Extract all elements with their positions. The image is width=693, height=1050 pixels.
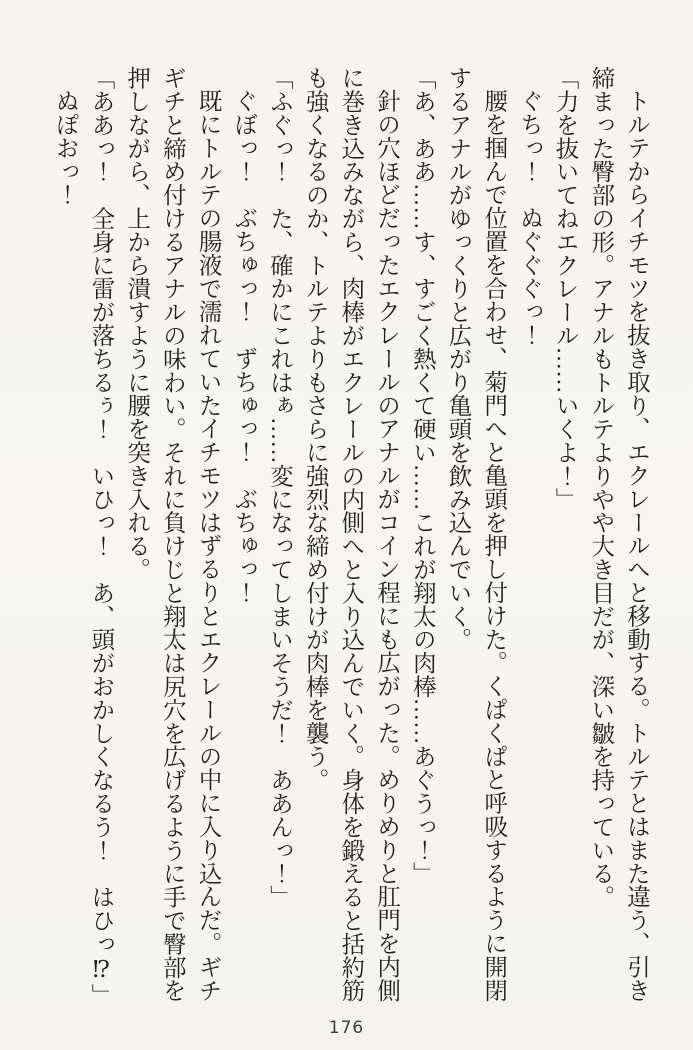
text-line: ギチと締め付けるアナルの味わい。それに負けじと翔太は尻穴を広げるように手で臀部を bbox=[158, 66, 185, 1002]
text-line: に巻き込みながら、肉棒がエクレールの内側へと入り込んでいく。身体を鍛えると括約筋 bbox=[337, 66, 364, 1002]
text-line: 針の穴ほどだったエクレールのアナルがコイン程にも広がった。めりめりと肛門を内側 bbox=[373, 89, 400, 1002]
text-line: ぬぽおっ！ bbox=[51, 89, 78, 207]
text-line: 「力を抜いてねエクレール……いくよ！」 bbox=[551, 66, 578, 511]
text-line: も強くなるのか、トルテよりもさらに強烈な締め付けが肉棒を襲う。 bbox=[301, 66, 328, 792]
text-line: 「ふぐっ！ た、確かにこれはぁ……変になってしまいそうだ！ ああんっ！」 bbox=[265, 66, 292, 909]
text-line: 「あ、ああ……す、すごく熱くて硬い……これが翔太の肉棒……あぐうっ！」 bbox=[408, 66, 435, 885]
text-line: 既にトルテの腸液で濡れていたイチモツはずるりとエクレールの中に入り込んだ。ギチ bbox=[194, 89, 221, 1002]
text-line: ぐぼっ！ ぶちゅっ！ ずちゅっ！ ぶちゅっ！ bbox=[230, 89, 257, 605]
text-line: 押しながら、上から潰すように腰を突き入れる。 bbox=[123, 66, 150, 581]
text-line: 腰を掴んで位置を合わせ、菊門へと亀頭を押し付けた。くぱくぱと呼吸するように開閉 bbox=[480, 89, 507, 1002]
text-line: 締まった臀部の形。アナルもトルテよりやや大き目だが、深い皺を持っている。 bbox=[587, 66, 614, 909]
text-line: するアナルがゆっくりと広がり亀頭を飲み込んでいく。 bbox=[444, 66, 471, 651]
page-number: 176 bbox=[328, 1018, 365, 1038]
text-line: トルテからイチモツを抜き取り、エクレールへと移動する。トルテとはまた違う、引き bbox=[623, 89, 649, 1002]
text-line: 「ああっ！ 全身に雷が落ちるぅ！ いひっ！ あ、頭がおかしくなるう！ はひっ⁉」 bbox=[87, 66, 114, 1007]
text-line: ぐちっ！ ぬぐぐぐっ！ bbox=[515, 89, 542, 347]
page-text-block bbox=[46, 66, 653, 1007]
